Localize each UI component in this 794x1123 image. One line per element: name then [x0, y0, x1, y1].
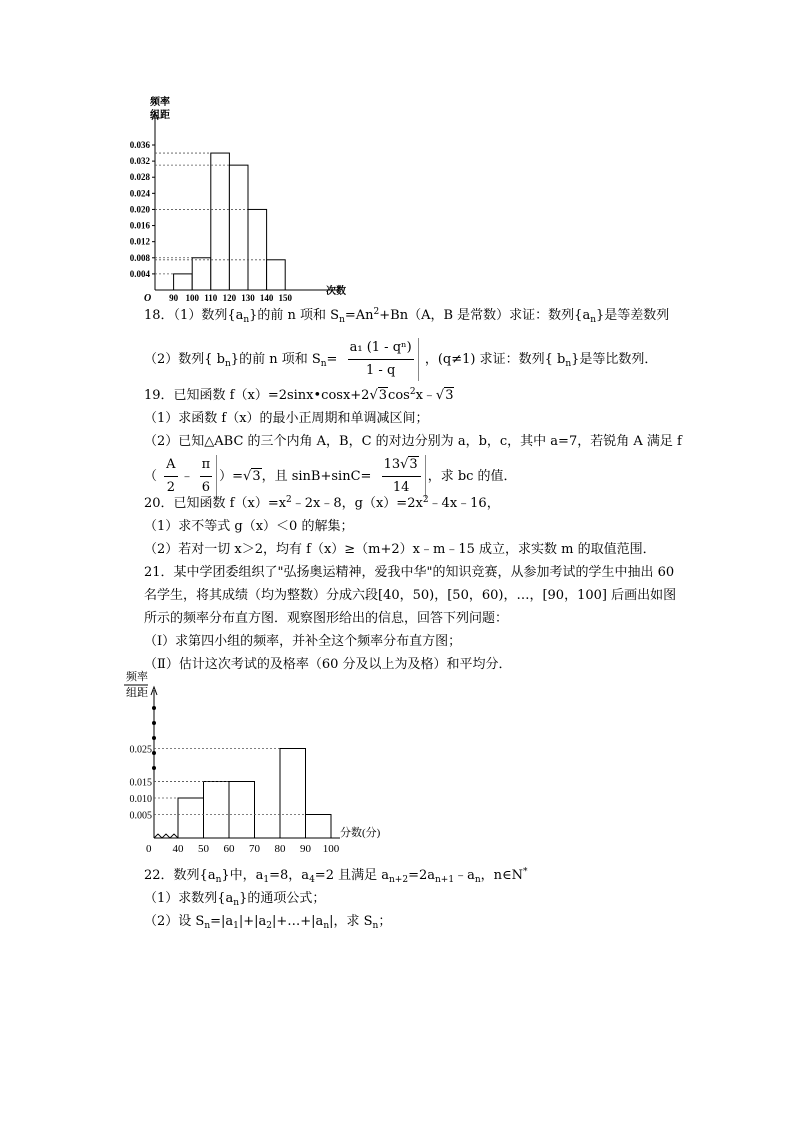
- axis-dot: [152, 721, 156, 725]
- origin-label: 0: [146, 843, 152, 855]
- axis-dot: [152, 751, 156, 755]
- x-tick-label: 100: [322, 843, 340, 855]
- q19-fraction: $\frac{13√3}{14}$: [378, 455, 426, 498]
- x-tick-label: 60: [223, 843, 235, 855]
- x-tick-label: 70: [249, 843, 260, 855]
- histogram-bar: [280, 749, 306, 839]
- q21-line2: 名学生，将其成绩（均为整数）分成六段[40，50)，[50，60)，…，[90，100] 后画出如图: [144, 588, 677, 603]
- x-tick-label: 50: [198, 843, 209, 855]
- q22-line2: （1）求数列$\{a_n\}$的通项公式；: [144, 891, 326, 908]
- histogram-bar: [178, 798, 204, 838]
- axis-dot: [152, 766, 156, 770]
- x-tick-label: 110: [204, 293, 218, 303]
- histogram-bar: [192, 258, 211, 290]
- histogram-bar: [204, 782, 230, 839]
- x-axis-label: 次数: [326, 286, 346, 297]
- y-tick-label: 0.004: [129, 268, 150, 279]
- q22-line1: 22．数列$\{a_n\}$中，$a_1=8$，$a_4=2$ 且满足 $a_{n+2}=2a_{n+1}﹣a_n$，n∈N*: [144, 867, 528, 885]
- frac-A-over-2: $\frac{A}{2}$: [166, 457, 176, 495]
- q18-line2: （2）数列{ $b_n$}的前 n 项和 $S_n=$ $\frac{\text{a₁ (1 - qⁿ)}}{1 - q}$ ，(q≠1) 求证：数列{ $b_n$}是等比数列．: [144, 338, 657, 381]
- q19-line4: （ $\frac{A}{2}$ ﹣ $\frac{\pi}{6}$ ）=√3，且 sinB+sinC= $\frac{13√3}{14}$ ，求 bc 的值．: [144, 455, 517, 498]
- x-tick-label: 130: [241, 293, 255, 303]
- histogram-bar: [229, 782, 255, 839]
- x-tick-label: 80: [274, 843, 286, 855]
- histogram-2-svg: [118, 668, 388, 863]
- y-tick-label: 0.020: [129, 204, 150, 215]
- origin-label: O: [144, 293, 152, 304]
- sqrt-symbol: √3: [369, 388, 388, 403]
- histogram-bar: [229, 165, 248, 290]
- q18-fraction: $\frac{\text{a₁ (1 - qⁿ)}}{1 - q}$: [344, 338, 419, 381]
- y-tick-label: 0.008: [129, 252, 150, 263]
- frac-pi-over-6: $\frac{\pi}{6}$: [196, 455, 218, 498]
- y-tick-label: 0.024: [129, 188, 150, 199]
- q21-line4: （Ⅰ）求第四小组的频率，并补全这个频率分布直方图；: [144, 634, 462, 649]
- histogram-1-svg: [100, 92, 370, 307]
- q22-line3: （2）设 $S_n=|a_1|+|a_2|+\dots+|a_n|$，求 $S_n$；: [144, 914, 392, 931]
- histogram-chart-2: [118, 668, 388, 863]
- histogram-bar: [306, 815, 332, 839]
- y-tick-label: 0.015: [129, 777, 152, 789]
- sqrt-symbol: √3: [243, 469, 261, 484]
- q20-line1: 20．已知函数 $f(x)=x^2﹣2x﹣8$，$g(x)=2x^2﹣4x﹣16$，: [144, 495, 500, 511]
- y-tick-label: 0.028: [129, 172, 150, 183]
- x-tick-label: 100: [185, 293, 199, 303]
- y-axis-label-top: 频率: [126, 671, 148, 683]
- histogram-chart-1: [100, 92, 370, 307]
- y-tick-label: 0.032: [129, 156, 150, 167]
- x-tick-label: 140: [259, 293, 274, 303]
- y-tick-label: 0.010: [129, 794, 152, 805]
- y-tick-label: 0.005: [129, 810, 152, 822]
- x-axis-label: 分数(分): [340, 827, 381, 839]
- q19-line2: （1）求函数 f（x）的最小正周期和单调减区间；: [144, 411, 429, 426]
- q21-line3: 所示的频率分布直方图．观察图形给出的信息，回答下列问题：: [144, 611, 509, 626]
- y-tick-label: 0.016: [129, 220, 150, 231]
- x-tick-label: 90: [300, 843, 311, 855]
- x-tick-label: 40: [172, 843, 184, 855]
- q20-line2: （1）求不等式 g（x）＜0 的解集；: [144, 519, 354, 534]
- y-axis-label-bottom: 组距: [150, 110, 170, 121]
- y-tick-label: 0.012: [129, 236, 150, 247]
- histogram-bar: [248, 209, 267, 290]
- q21-line1: 21．某中学团委组织了"弘扬奥运精神，爱我中华"的知识竞赛，从参加考试的学生中抽出 60: [144, 565, 675, 580]
- x-tick-label: 120: [222, 293, 237, 303]
- axis-dot: [152, 736, 156, 740]
- y-tick-label: 0.025: [129, 744, 152, 756]
- y-axis-label-top: 频率: [150, 97, 170, 108]
- x-tick-label: 90: [169, 293, 179, 303]
- sqrt-symbol: √3: [435, 388, 454, 403]
- histogram-bar: [174, 274, 193, 290]
- x-tick-label: 150: [278, 293, 292, 303]
- histogram-bar: [211, 153, 230, 290]
- q18-line1: 18．（1）数列$\{a_n\}$的前 n 项和 $S_n=An^2+Bn(A$，B 是常数）求证：数列$\{a_n\}$是等差数列: [144, 307, 670, 325]
- y-axis-label-bottom: 组距: [126, 687, 148, 699]
- q21-line5: （Ⅱ）估计这次考试的及格率（60 分及以上为及格）和平均分．: [144, 657, 512, 672]
- q20-line3: （2）若对一切 x＞2，均有 f（x）≥（m+2）x﹣m﹣15 成立，求实数 m 的取值范围．: [144, 542, 656, 557]
- y-tick-label: 0.036: [129, 140, 150, 150]
- histogram-bar: [267, 260, 286, 290]
- axis-dot: [152, 706, 156, 710]
- q19-line1: 19．已知函数 $f(x)=2\sin x•\cos x+2√3\cos^2x﹣√3$: [144, 387, 454, 403]
- q19-line3: （2）已知△ABC 的三个内角 A，B，C 的对边分别为 a，b，c，其中 a=7，若锐角 A 满足 f: [144, 434, 682, 449]
